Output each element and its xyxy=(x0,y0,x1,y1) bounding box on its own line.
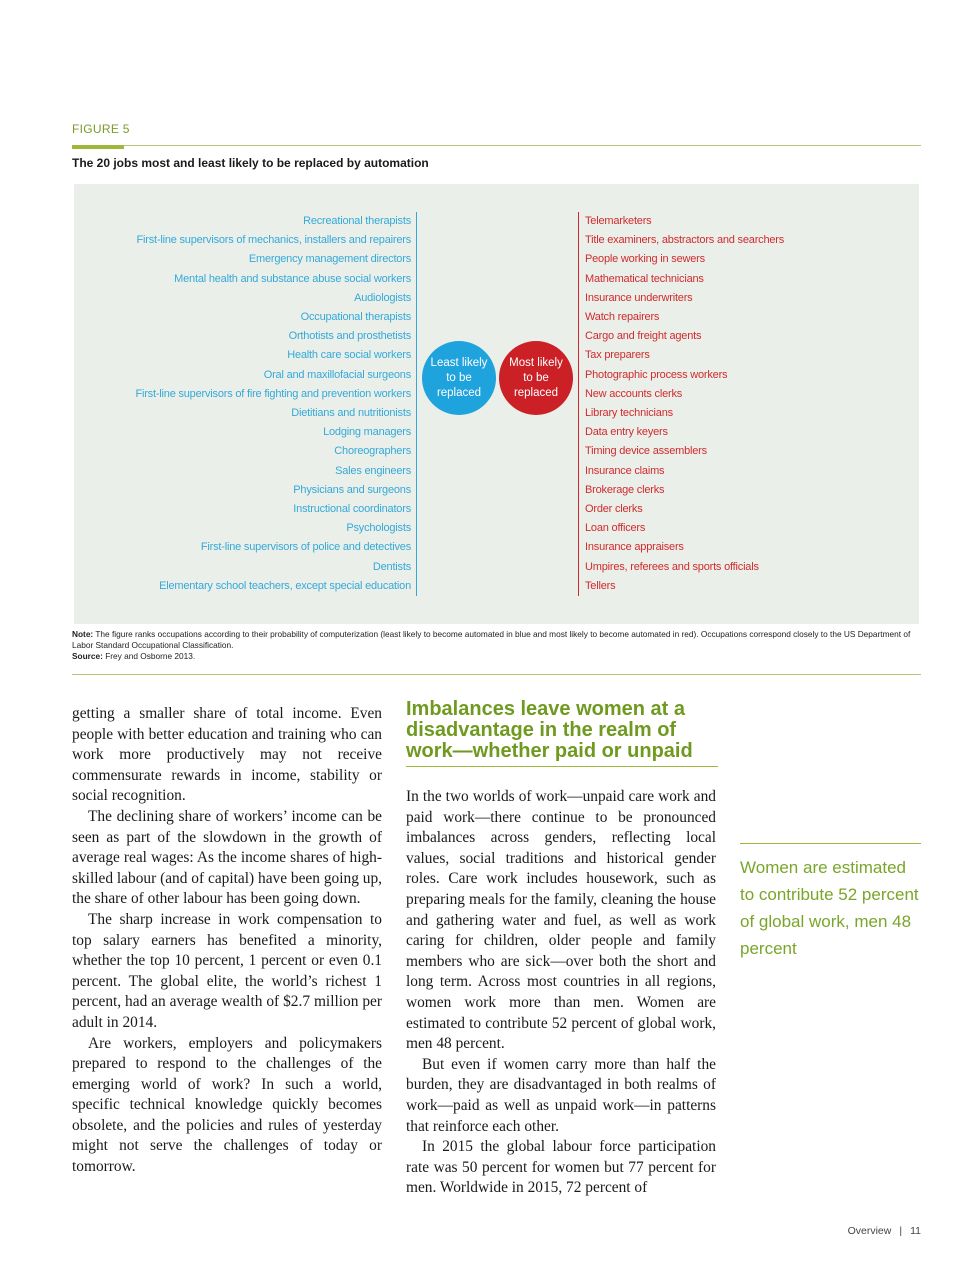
page-footer xyxy=(848,1225,921,1237)
least-likely-circle xyxy=(422,341,496,415)
least-likely-job: Audiologists xyxy=(354,291,411,304)
figure-accent-bar xyxy=(72,145,124,149)
least-likely-job: Oral and maxillofacial surgeons xyxy=(263,368,411,381)
least-likely-job: Choreographers xyxy=(334,445,411,458)
least-likely-job: Psychologists xyxy=(346,522,411,535)
most-likely-job: Insurance underwriters xyxy=(585,291,693,304)
least-likely-job: Physicians and surgeons xyxy=(293,483,411,496)
least-likely-job: First-line supervisors of police and detectives xyxy=(200,541,411,554)
most-likely-job: Tax preparers xyxy=(585,349,650,362)
figure-bottom-rule xyxy=(72,674,921,675)
figure-top-rule xyxy=(72,145,921,146)
most-likely-job: Timing device assemblers xyxy=(585,445,707,458)
most-likely-job: Photographic process workers xyxy=(585,368,728,381)
most-likely-job: People working in sewers xyxy=(585,253,705,266)
most-likely-circle xyxy=(499,341,573,415)
paragraph: getting a smaller share of total income. Even people with better education and training who can work more productively may not receive commensurate rewards in income, stability or social recognition. xyxy=(72,705,382,805)
least-likely-job: First-line supervisors of mechanics, installers and repairers xyxy=(136,234,411,247)
paragraph: The sharp increase in work compensation to top salary earners has benefited a minority, whether the top 10 percent, 1 percent or even 0.1 percent. The global elite, the world’s richest 1 percent, had an average wealth of $2.7 million per adult in 2014. xyxy=(72,910,382,1031)
most-likely-circle-label: Most likely to be replaced xyxy=(509,356,563,399)
most-likely-job: Loan officers xyxy=(585,522,646,535)
least-likely-job: Orthotists and prosthetists xyxy=(288,330,411,343)
source-label: Source: xyxy=(72,651,103,661)
most-likely-list xyxy=(578,212,784,596)
least-likely-job: First-line supervisors of fire fighting and prevention workers xyxy=(135,387,411,400)
most-likely-job: Data entry keyers xyxy=(585,426,668,439)
most-likely-job: Library technicians xyxy=(585,407,673,420)
most-likely-job: Cargo and freight agents xyxy=(585,330,702,343)
pull-quote: Women are estimated to contribute 52 percent of global work, men 48 percent xyxy=(740,858,919,958)
least-likely-job: Health care social workers xyxy=(287,349,411,362)
figure-title: The 20 jobs most and least likely to be replaced by automation xyxy=(72,156,429,170)
least-likely-job: Dentists xyxy=(372,560,411,573)
figure-note xyxy=(72,629,924,662)
most-likely-job: Umpires, referees and sports officials xyxy=(585,560,759,573)
least-likely-job: Lodging managers xyxy=(323,426,411,439)
paragraph: In 2015 the global labour force participation rate was 50 percent for women but 77 percent for men. Worldwide in 2015, 72 percent of xyxy=(406,1138,716,1197)
least-likely-job: Elementary school teachers, except special education xyxy=(159,579,411,592)
least-likely-job: Emergency management directors xyxy=(248,253,411,266)
section-heading: Imbalances leave women at a disadvantage in the realm of work—whether paid or unpaid xyxy=(406,699,718,767)
most-likely-job: Mathematical technicians xyxy=(585,272,704,285)
least-likely-circle-label: Least likely to be replaced xyxy=(430,356,488,399)
least-likely-job: Sales engineers xyxy=(335,464,411,477)
source-text: Frey and Osborne 2013. xyxy=(105,651,196,661)
note-text: The figure ranks occupations according to their probability of computerization (least likely to become automated in blue and most likely to become automated in red). Occupations correspond closely to the US Department of Labor Standard Occupational Classification. xyxy=(72,629,911,650)
note-label: Note: xyxy=(72,629,94,639)
paragraph: But even if women carry more than half the burden, they are disadvantaged in both realms of work—paid as well as unpaid work—in patterns that reinforce each other. xyxy=(406,1055,716,1135)
paragraph: Are workers, employers and policymakers prepared to respond to the challenges of the emerging world of work? In such a world, specific technical knowledge quickly becomes obsolete, and the policies and rules of yesterday might not serve the challenges of today or tomorrow. xyxy=(72,1034,382,1176)
footer-section: Overview xyxy=(847,1225,892,1237)
pull-quote-rule xyxy=(740,843,921,844)
least-likely-job: Instructional coordinators xyxy=(293,503,411,516)
footer-separator: | xyxy=(899,1225,903,1237)
most-likely-job: Tellers xyxy=(585,579,616,592)
figure-label: FIGURE 5 xyxy=(72,122,130,136)
most-likely-job: New accounts clerks xyxy=(585,387,683,400)
body-column-middle xyxy=(406,787,716,1199)
most-likely-job: Insurance claims xyxy=(585,464,665,477)
most-likely-job: Insurance appraisers xyxy=(585,541,684,554)
paragraph: In the two worlds of work—unpaid care work and paid work—there continue to be pronounced imbalances across genders, reflecting local values, social traditions and historical gender roles. Care work includes housework, such as preparing meals for the family, cleaning the house and gathering water and fuel, as well as work caring for children, older people and family members who are sick—over both the short and long term. Across most countries in all regions, women work more than men. Women are estimated to contribute 52 percent of global work, men 48 percent. xyxy=(406,788,716,1053)
page-number: 11 xyxy=(910,1225,921,1237)
paragraph: The declining share of workers’ income can be seen as part of the slowdown in the growth of average real wages: As the income shares of high-skilled labour (and of capital) have been going up, the share of other labour has been going down. xyxy=(72,807,382,908)
least-likely-job: Dietitians and nutritionists xyxy=(291,407,411,420)
body-column-left xyxy=(72,704,382,1178)
most-likely-job: Title examiners, abstractors and searchers xyxy=(585,234,785,247)
least-likely-job: Mental health and substance abuse social workers xyxy=(174,272,411,285)
least-likely-job: Recreational therapists xyxy=(303,215,411,227)
most-likely-job: Telemarketers xyxy=(585,215,652,227)
most-likely-job: Brokerage clerks xyxy=(585,483,665,496)
least-likely-list xyxy=(135,212,417,596)
figure-panel xyxy=(74,184,919,624)
least-likely-job: Occupational therapists xyxy=(300,311,411,324)
most-likely-job: Order clerks xyxy=(585,503,643,516)
most-likely-job: Watch repairers xyxy=(585,311,660,324)
